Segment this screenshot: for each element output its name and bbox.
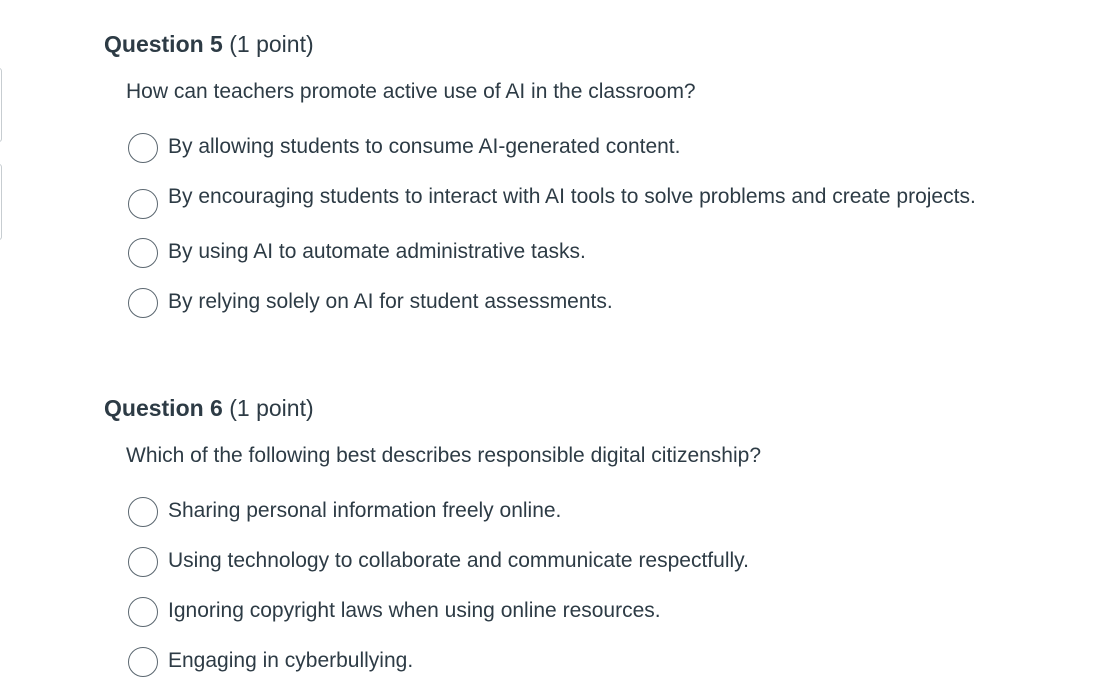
radio-button[interactable] (128, 238, 158, 268)
radio-button[interactable] (128, 288, 158, 318)
radio-button[interactable] (128, 189, 158, 219)
question-title: Question 5 (104, 31, 223, 57)
answer-label: By relying solely on AI for student assessments. (168, 290, 613, 313)
radio-button[interactable] (128, 497, 158, 527)
radio-button[interactable] (128, 647, 158, 677)
left-edge-panel (0, 164, 2, 240)
question-6 (104, 392, 1064, 685)
question-title: Question 6 (104, 395, 223, 421)
radio-button[interactable] (128, 597, 158, 627)
answer-label: By encouraging students to interact with AI tools to solve problems and create projects. (168, 185, 976, 208)
answer-option[interactable] (128, 180, 1064, 219)
answer-list (128, 494, 1064, 678)
question-points: (1 point) (229, 395, 314, 421)
answer-option[interactable] (128, 235, 1064, 269)
answer-option[interactable] (128, 494, 1064, 528)
answer-option[interactable] (128, 285, 1064, 319)
answer-list (128, 130, 1064, 319)
question-text: Which of the following best describes responsible digital citizenship? (126, 444, 762, 467)
answer-label: By using AI to automate administrative tasks. (168, 240, 586, 263)
answer-option[interactable] (128, 544, 1064, 578)
left-edge-panel (0, 68, 2, 142)
answer-option[interactable] (128, 130, 1064, 164)
answer-option[interactable] (128, 644, 1064, 678)
question-text: How can teachers promote active use of AI in the classroom? (126, 80, 696, 103)
answer-label: Sharing personal information freely online. (168, 499, 562, 522)
radio-button[interactable] (128, 547, 158, 577)
answer-option[interactable] (128, 594, 1064, 628)
answer-label: Using technology to collaborate and communicate respectfully. (168, 549, 749, 572)
question-5 (104, 28, 1064, 335)
answer-label: Ignoring copyright laws when using online resources. (168, 599, 661, 622)
question-points: (1 point) (229, 31, 314, 57)
question-header (104, 28, 1064, 60)
answer-label: By allowing students to consume AI-generated content. (168, 135, 681, 158)
radio-button[interactable] (128, 133, 158, 163)
answer-label: Engaging in cyberbullying. (168, 649, 414, 672)
question-header (104, 392, 1064, 424)
